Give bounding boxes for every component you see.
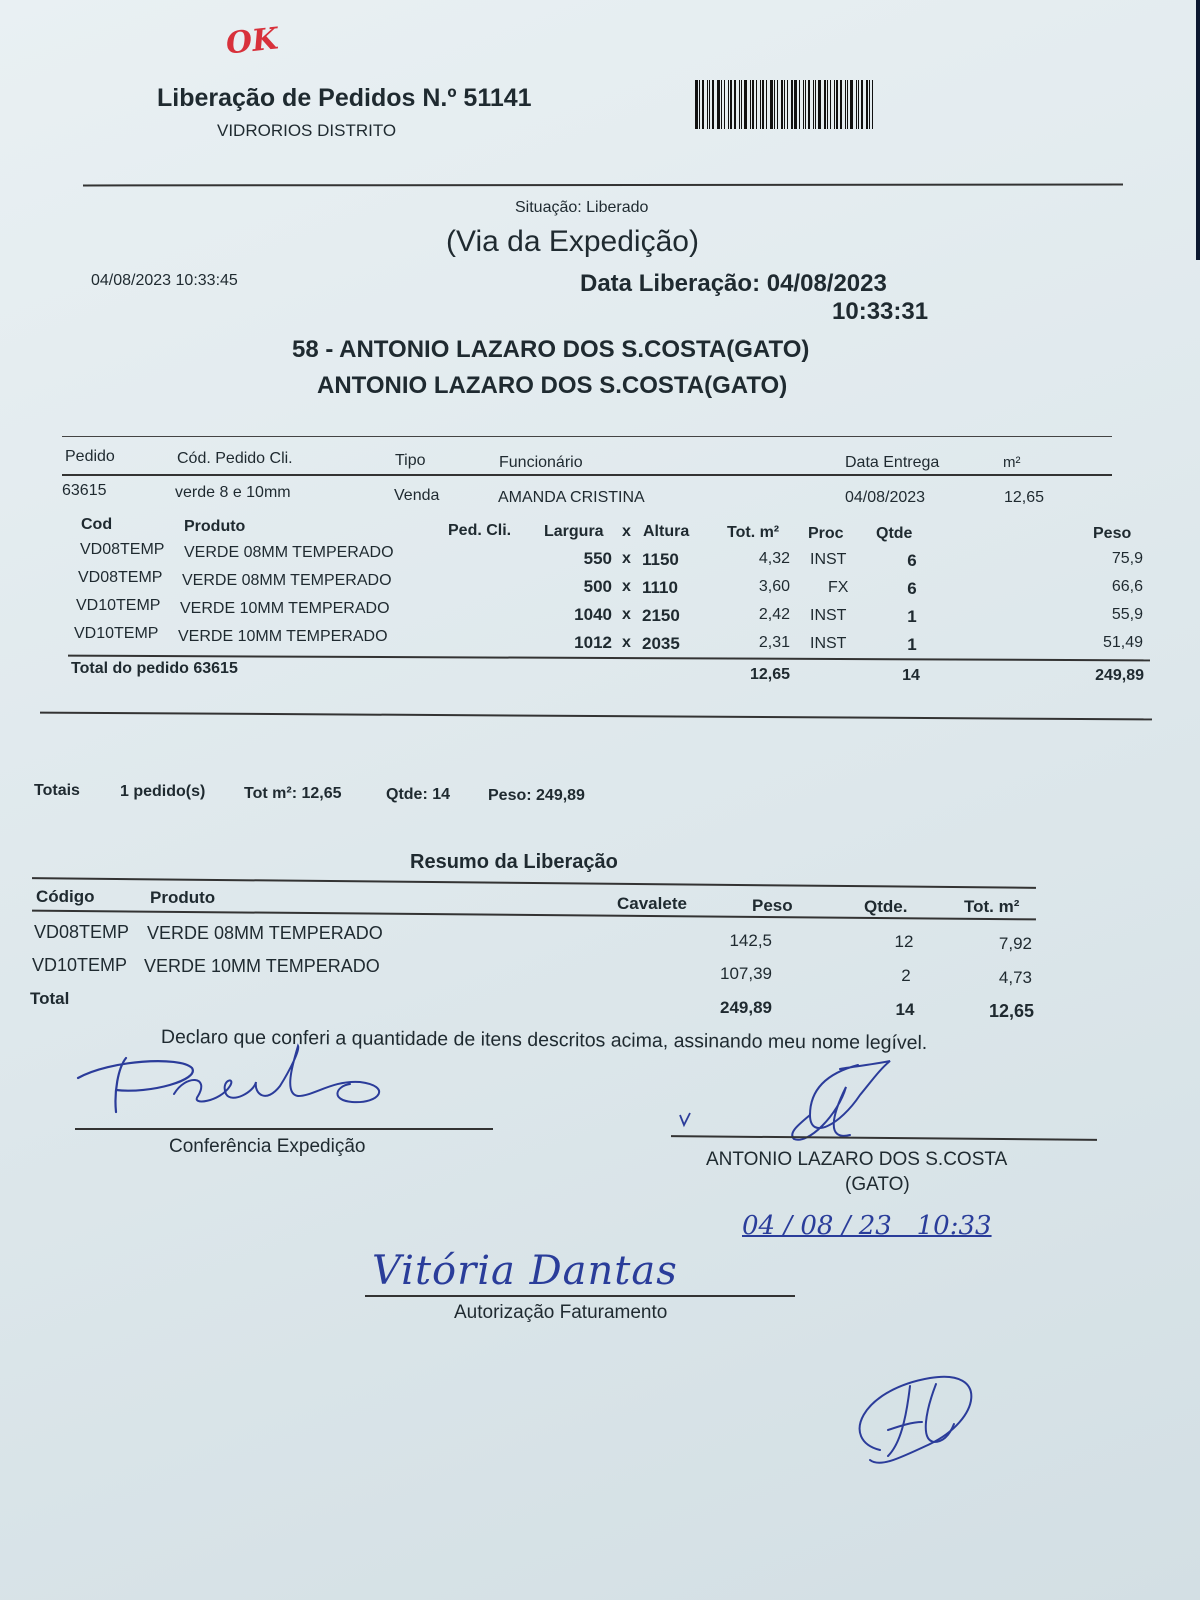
barcode-bar <box>774 80 775 129</box>
item-tot-m2: 2,31 <box>758 634 790 651</box>
item-qtde: 1 <box>907 635 917 654</box>
summary-header-qtde: Qtde. <box>864 897 908 916</box>
barcode-bar <box>734 80 736 129</box>
document-title: Liberação de Pedidos N.º 51141 <box>157 84 532 112</box>
status-text: Situação: Liberado <box>515 199 649 216</box>
barcode-bar <box>818 80 821 129</box>
item-proc: FX <box>828 579 849 596</box>
totals-pedidos: 1 pedido(s) <box>120 783 206 800</box>
barcode-bar <box>791 80 793 129</box>
barcode-bar <box>709 80 710 129</box>
item-tot-m2: 4,32 <box>758 550 790 567</box>
item-peso: 66,6 <box>1111 578 1143 595</box>
item-qtde: 1 <box>907 607 917 626</box>
summary-header-peso: Peso <box>752 896 793 915</box>
bottom-initials <box>840 1360 1000 1480</box>
item-altura: 1110 <box>642 578 678 597</box>
totals-peso: Peso: 249,89 <box>488 787 585 804</box>
item-largura: 550 <box>583 549 612 568</box>
declaration-text: Declaro que conferi a quantidade de itens descritos acima, assinando meu nome legível. <box>160 1026 928 1055</box>
barcode-bar <box>728 80 729 129</box>
order-header-cod-cli: Cód. Pedido Cli. <box>177 450 293 467</box>
summary-produto: VERDE 10MM TEMPERADO <box>144 956 380 976</box>
item-qtde: 6 <box>907 579 917 598</box>
barcode-bar <box>724 80 725 129</box>
faturamento-signature: Vitória Dantas <box>372 1248 678 1294</box>
barcode-bar <box>750 80 751 129</box>
item-produto: VERDE 10MM TEMPERADO <box>180 600 390 617</box>
items-header-peso: Peso <box>1093 525 1132 542</box>
barcode-bar <box>840 80 842 129</box>
barcode-bar <box>744 80 747 129</box>
barcode-bar <box>760 80 761 129</box>
item-cod: VD08TEMP <box>80 541 165 558</box>
items-total-peso: 249,89 <box>1095 667 1144 684</box>
summary-peso: 107,39 <box>720 964 772 983</box>
summary-tot-m2: 4,73 <box>998 968 1032 987</box>
summary-tot-m2: 7,92 <box>998 934 1032 953</box>
barcode-bar <box>850 80 853 129</box>
summary-codigo: VD08TEMP <box>34 922 130 942</box>
item-cod: VD10TEMP <box>74 625 159 642</box>
order-header-pedido: Pedido <box>65 448 115 465</box>
totals-m2: Tot m²: 12,65 <box>244 785 342 802</box>
item-altura: 1150 <box>642 550 679 569</box>
order-header-tipo: Tipo <box>395 452 426 469</box>
barcode-bar <box>717 80 720 129</box>
item-peso: 75,9 <box>1111 550 1143 567</box>
summary-peso: 142,5 <box>729 931 772 950</box>
faturamento-label: Autorização Faturamento <box>454 1302 668 1323</box>
order-header-funcionario: Funcionário <box>499 454 583 471</box>
barcode-bar <box>858 80 859 129</box>
barcode-bar <box>721 80 722 129</box>
summary-header-cavalete: Cavalete <box>617 894 687 913</box>
totals-label: Totais <box>34 782 80 799</box>
ok-stamp: OK <box>224 21 280 62</box>
client-label-line2: (GATO) <box>845 1174 910 1195</box>
order-value-data-entrega: 04/08/2023 <box>845 489 926 506</box>
item-produto: VERDE 08MM TEMPERADO <box>184 544 394 561</box>
item-cod: VD08TEMP <box>78 569 163 586</box>
item-tot-m2: 2,42 <box>758 606 790 623</box>
barcode-bar <box>830 80 831 129</box>
barcode-bar <box>805 80 806 129</box>
summary-header-codigo: Código <box>36 887 95 906</box>
barcode-bar <box>856 80 857 129</box>
items-header-altura: Altura <box>643 523 690 540</box>
order-value-cod-cli: verde 8 e 10mm <box>175 484 291 501</box>
barcode <box>695 80 877 129</box>
barcode-bar <box>781 80 783 129</box>
release-time: 10:33:31 <box>832 298 929 325</box>
page-edge <box>1196 0 1200 260</box>
barcode-bar <box>712 80 714 129</box>
summary-title: Resumo da Liberação <box>410 851 618 873</box>
client-label-line1: ANTONIO LAZARO DOS S.COSTA <box>706 1149 1008 1170</box>
barcode-bar <box>845 80 846 129</box>
barcode-bar <box>866 80 868 129</box>
barcode-bar <box>827 80 828 129</box>
faturamento-signature-line <box>365 1295 795 1297</box>
barcode-bar <box>794 80 797 129</box>
item-largura: 1040 <box>574 605 612 624</box>
item-x: x <box>622 606 631 623</box>
expedicao-signature-line <box>75 1128 493 1130</box>
barcode-bar <box>834 80 835 129</box>
items-header-produto: Produto <box>184 518 246 535</box>
print-datetime: 04/08/2023 10:33:45 <box>91 272 238 289</box>
order-header-divider <box>62 474 1112 476</box>
order-header-m2: m² <box>1003 454 1021 471</box>
items-total-m2: 12,65 <box>749 666 790 683</box>
item-largura: 1012 <box>574 633 612 652</box>
barcode-bar <box>803 80 804 129</box>
barcode-bar <box>752 80 754 129</box>
barcode-bar <box>699 80 700 129</box>
barcode-bar <box>739 80 740 129</box>
barcode-bar <box>869 80 870 129</box>
items-total-qtde: 14 <box>902 667 920 684</box>
item-proc: INST <box>810 635 847 652</box>
item-proc: INST <box>810 607 847 624</box>
barcode-bar <box>784 80 785 129</box>
item-peso: 55,9 <box>1111 606 1143 623</box>
order-value-m2: 12,65 <box>1004 489 1045 506</box>
item-largura: 500 <box>583 577 612 596</box>
barcode-bar <box>777 80 778 129</box>
items-header-qtde: Qtde <box>876 525 913 542</box>
release-date: Data Liberação: 04/08/2023 <box>580 270 887 297</box>
order-table-top <box>62 436 1112 437</box>
items-total-label: Total do pedido 63615 <box>71 660 238 677</box>
item-tot-m2: 3,60 <box>758 578 790 595</box>
item-produto: VERDE 10MM TEMPERADO <box>178 628 388 645</box>
barcode-bar <box>836 80 838 129</box>
barcode-bar <box>695 80 698 129</box>
barcode-bar <box>730 80 732 129</box>
items-header-proc: Proc <box>808 525 844 542</box>
summary-codigo: VD10TEMP <box>32 955 128 975</box>
item-cod: VD10TEMP <box>76 597 161 614</box>
barcode-bar <box>872 80 873 129</box>
barcode-bar <box>770 80 773 129</box>
item-qtde: 6 <box>907 551 917 570</box>
barcode-bar <box>756 80 757 129</box>
summary-qtde: 2 <box>901 966 911 985</box>
company-name: VIDRORIOS DISTRITO <box>217 121 397 140</box>
summary-total-label: Total <box>30 989 70 1008</box>
barcode-bar <box>808 80 810 129</box>
summary-total-peso: 249,89 <box>720 998 772 1017</box>
barcode-bar <box>702 80 704 129</box>
summary-total-qtde: 14 <box>895 1000 915 1019</box>
barcode-bar <box>799 80 800 129</box>
barcode-bar <box>813 80 814 129</box>
totals-qtde: Qtde: 14 <box>386 786 451 803</box>
client-line-1: 58 - ANTONIO LAZARO DOS S.COSTA(GATO) <box>292 336 810 363</box>
item-altura: 2150 <box>642 606 680 625</box>
summary-qtde: 12 <box>894 932 914 951</box>
item-produto: VERDE 08MM TEMPERADO <box>182 572 392 589</box>
order-header-data-entrega: Data Entrega <box>845 454 940 471</box>
barcode-bar <box>707 80 708 129</box>
order-value-funcionario: AMANDA CRISTINA <box>498 489 645 506</box>
barcode-bar <box>762 80 764 129</box>
copy-label: (Via da Expedição) <box>446 225 699 258</box>
barcode-bar <box>787 80 788 129</box>
summary-produto: VERDE 08MM TEMPERADO <box>147 923 383 943</box>
summary-header-produto: Produto <box>150 888 216 907</box>
items-header-tot-m2: Tot. m² <box>727 524 780 541</box>
items-header-cod: Cod <box>81 516 113 533</box>
summary-header-tot-m2: Tot. m² <box>964 897 1020 916</box>
barcode-bar <box>741 80 742 129</box>
client-line-2: ANTONIO LAZARO DOS S.COSTA(GATO) <box>317 372 788 399</box>
barcode-bar <box>815 80 816 129</box>
item-x: x <box>622 634 631 651</box>
client-sign-date: 04 / 08 / 23 10:33 <box>742 1211 992 1241</box>
item-altura: 2035 <box>642 634 680 653</box>
items-header-largura: Largura <box>544 523 604 540</box>
items-header-x: x <box>622 523 631 540</box>
item-proc: INST <box>810 551 847 568</box>
barcode-bar <box>766 80 767 129</box>
barcode-bar <box>824 80 826 129</box>
expedicao-signature <box>70 1046 410 1136</box>
order-value-tipo: Venda <box>394 487 440 504</box>
item-x: x <box>622 578 631 595</box>
expedicao-label: Conferência Expedição <box>169 1136 366 1157</box>
barcode-bar <box>847 80 848 129</box>
order-value-pedido: 63615 <box>62 482 107 499</box>
item-peso: 51,49 <box>1102 634 1143 651</box>
item-x: x <box>622 550 631 567</box>
items-header-ped-cli: Ped. Cli. <box>448 522 512 539</box>
summary-total-tot-m2: 12,65 <box>988 1001 1034 1021</box>
barcode-bar <box>861 80 863 129</box>
